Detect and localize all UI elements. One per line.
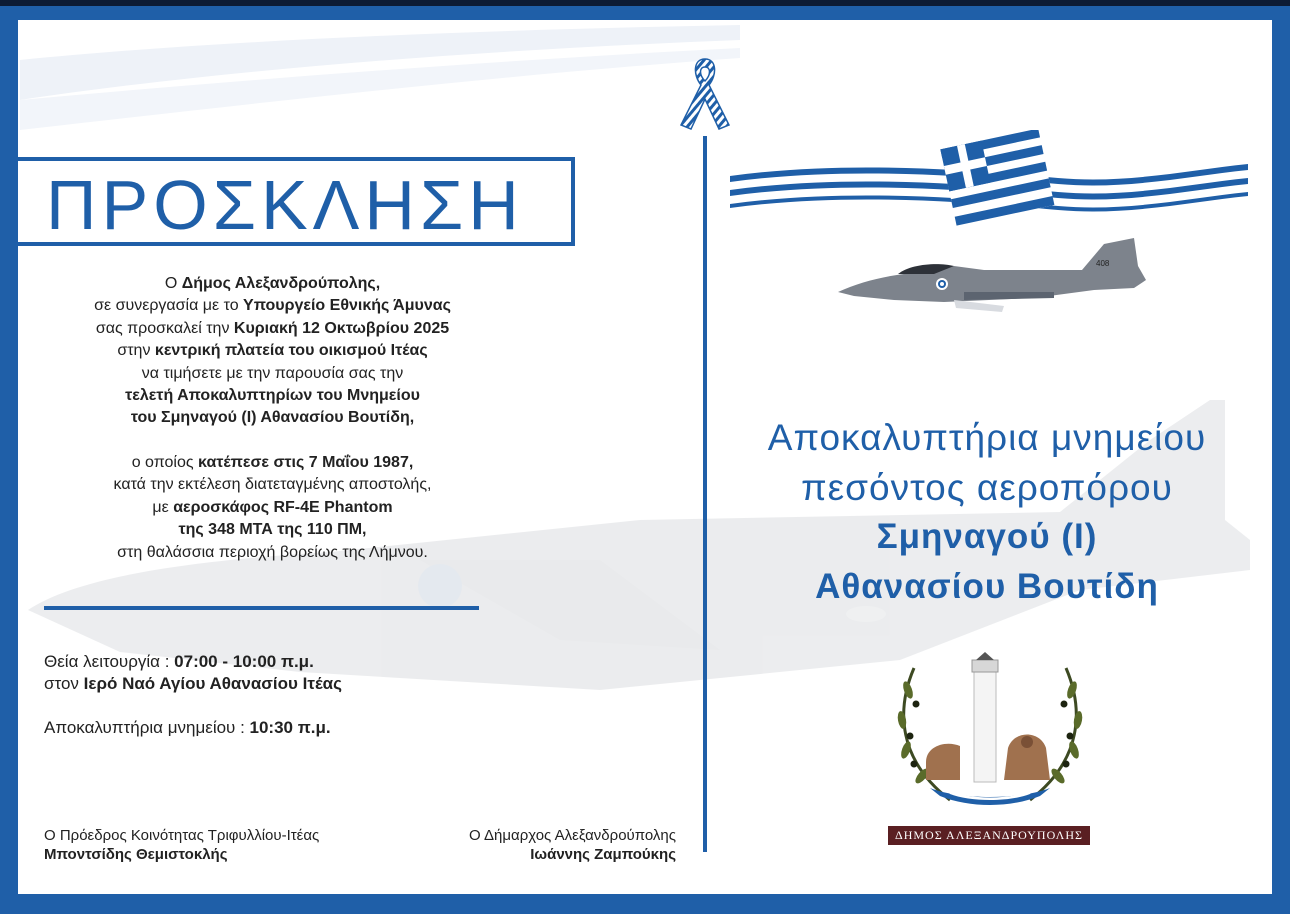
title-box <box>18 157 575 246</box>
church-line <box>44 673 342 695</box>
church-prefix: στον <box>44 674 84 693</box>
text: στη θαλάσσια περιοχή βορείως της Λήμνου. <box>117 543 428 561</box>
bold-text: της 348 ΜΤΑ της 110 ΠΜ, <box>178 521 367 539</box>
section-separator <box>44 606 479 610</box>
paragraph-line <box>30 497 515 519</box>
paragraph-line <box>30 318 515 340</box>
awareness-ribbon-icon <box>675 55 735 131</box>
text: στην <box>117 342 155 360</box>
paragraph-line <box>30 407 515 429</box>
text: να τιμήσετε με την παρουσία σας την <box>141 364 404 382</box>
phantom-jet-image <box>834 236 1150 320</box>
bold-text: τελετή Αποκαλυπτηρίων του Μνημείου <box>125 387 420 405</box>
liturgy-time: 07:00 - 10:00 π.μ. <box>174 652 314 671</box>
signature-left <box>44 826 319 864</box>
cover-title-line-1: Αποκαλυπτήρια μνημείου <box>767 417 1207 458</box>
bold-text: Δήμος Αλεξανδρούπολης, <box>181 275 381 292</box>
cover-name-line-2: Αθανασίου Βουτίδη <box>815 567 1159 606</box>
signature-left-name: Μποντσίδης Θεμιστοκλής <box>44 846 228 863</box>
signature-left-role: Ο Πρόεδρος Κοινότητας Τριφυλλίου-Ιτέας <box>44 827 320 844</box>
liturgy-info <box>44 651 342 695</box>
paragraph-line <box>30 340 515 362</box>
text: σε συνεργασία με το <box>94 297 244 315</box>
bold-text: του Σμηναγού (Ι) Αθανασίου Βουτίδη, <box>130 409 415 427</box>
signature-right-name: Ιωάννης Ζαμπούκης <box>530 846 676 863</box>
cover-name-line-1: Σμηναγού (Ι) <box>876 517 1098 556</box>
top-dark-edge <box>0 0 1290 6</box>
liturgy-line <box>44 651 342 673</box>
paragraph-line <box>30 385 515 407</box>
paragraph-line <box>30 542 515 564</box>
bold-text: κατέπεσε στις 7 Μαΐου 1987, <box>198 454 414 471</box>
cover-title <box>712 413 1262 513</box>
bold-text: Κυριακή 12 Οκτωβρίου 2025 <box>233 319 450 337</box>
liturgy-label: Θεία λειτουργία : <box>44 652 175 671</box>
unveiling-info <box>44 717 331 739</box>
paragraph-line <box>30 363 515 385</box>
bold-text: Υπουργείο Εθνικής Άμυνας <box>243 297 451 315</box>
bold-text: αεροσκάφος RF-4E Phantom <box>173 498 393 516</box>
paragraph-line <box>30 519 515 541</box>
text: κατά την εκτέλεση διατεταγμένης αποστολής, <box>113 476 432 494</box>
church-name: Ιερό Ναό Αγίου Αθανασίου Ιτέας <box>83 674 342 693</box>
unveiling-label: Αποκαλυπτήρια μνημείου : <box>44 718 250 737</box>
aircraft-number: 408 <box>1096 259 1110 268</box>
paragraph-line <box>30 452 515 474</box>
text: σας προσκαλεί την <box>95 319 234 337</box>
cover-title-line-2: πεσόντος αεροπόρου <box>801 467 1173 508</box>
municipality-banner: ΔΗΜΟΣ ΑΛΕΞΑΝΔΡΟΥΠΟΛΗΣ <box>888 826 1090 845</box>
cover-name <box>712 512 1262 612</box>
paragraph-line <box>30 273 515 295</box>
center-divider <box>703 136 707 852</box>
signature-right-role: Ο Δήμαρχος Αλεξανδρούπολης <box>469 827 676 844</box>
unveiling-time: 10:30 π.μ. <box>249 718 331 737</box>
lighthouse-emblem <box>890 650 1090 820</box>
invitation-paragraph-2 <box>30 452 515 564</box>
paragraph-line <box>30 474 515 496</box>
greek-flag-ribbon <box>728 130 1250 230</box>
text: ο οποίος <box>131 454 199 471</box>
text: Ο <box>164 275 182 292</box>
text: με <box>152 498 174 516</box>
page-title: ΠΡΟΣΚΛΗΣΗ <box>46 166 524 244</box>
bold-text: κεντρική πλατεία του οικισμού Ιτέας <box>154 342 428 360</box>
paragraph-line <box>30 295 515 317</box>
invitation-paragraph-1 <box>30 273 515 430</box>
signature-right <box>469 826 676 864</box>
